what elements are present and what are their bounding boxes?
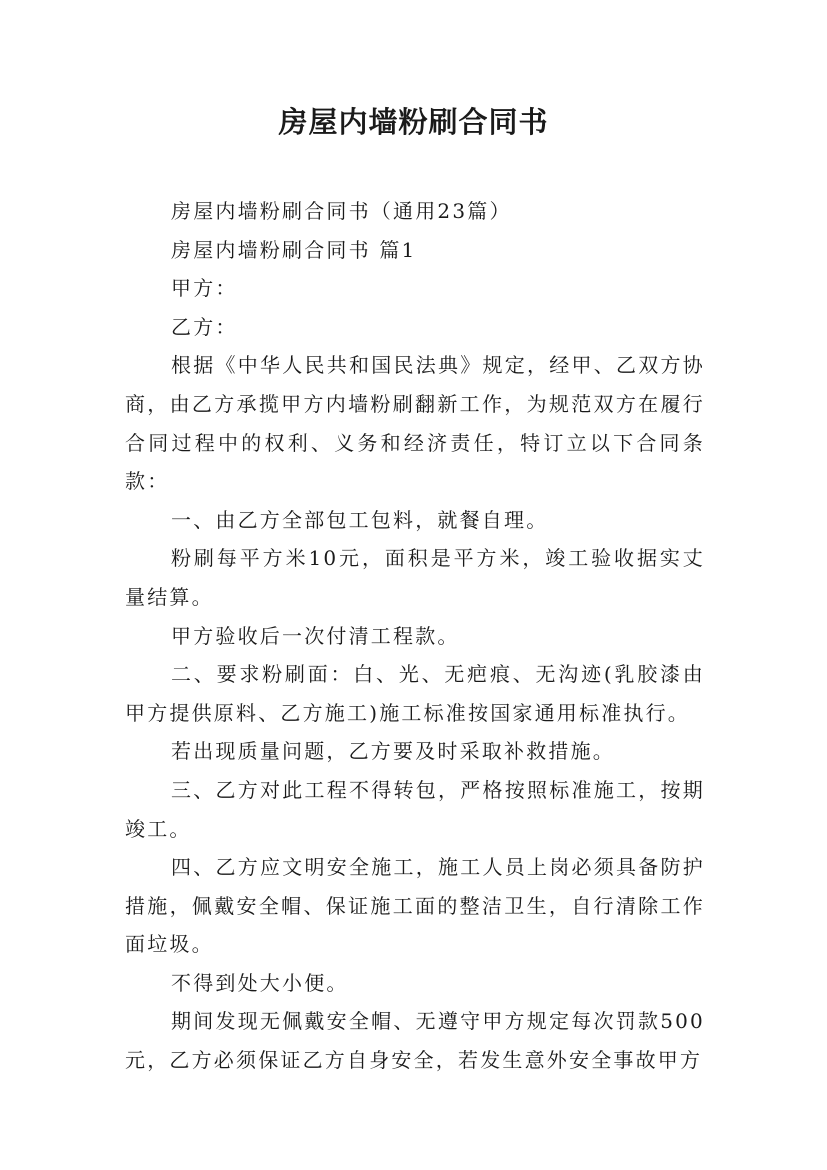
paragraph-subtitle: 房屋内墙粉刷合同书（通用23篇） [171, 199, 512, 223]
paragraph-clause-1: 一、由乙方全部包工包料，就餐自理。 [171, 507, 549, 532]
document-title: 房屋内墙粉刷合同书 [278, 105, 549, 139]
paragraph-party-a: 甲方： [171, 276, 238, 301]
paragraph-preamble: 根据《中华人民共和国民法典》规定，经甲、乙双方协商，由乙方承揽甲方内墙粉刷翻新工作，为规范双方在履行合同过程中的权利、义务和经济责任，特订立以下合同条款： [125, 353, 705, 494]
paragraph-clause-3: 三、乙方对此工程不得转包，严格按照标准施工，按期竣工。 [125, 777, 705, 841]
paragraph-clause-4: 四、乙方应文明安全施工，施工人员上岗必须具备防护措施，佩戴安全帽、保证施工面的整洁卫生，自行清除工作面垃圾。 [125, 855, 705, 957]
paragraph-section-heading: 房屋内墙粉刷合同书 篇1 [171, 237, 417, 262]
paragraph-quality: 若出现质量问题，乙方要及时采取补救措施。 [171, 739, 615, 764]
document-body [125, 192, 705, 1080]
paragraph-clause-2: 二、要求粉刷面：白、光、无疤痕、无沟迹(乳胶漆由甲方提供原料、乙方施工)施工标准按国家通用标准执行。 [125, 662, 705, 725]
paragraph-hygiene: 不得到处大小便。 [171, 970, 349, 995]
paragraph-penalty: 期间发现无佩戴安全帽、无遵守甲方规定每次罚款500元，乙方必须保证乙方自身安全，若发生意外安全事故甲方 [125, 1009, 705, 1073]
paragraph-payment: 甲方验收后一次付清工程款。 [171, 623, 460, 648]
paragraph-party-b: 乙方： [171, 314, 238, 339]
paragraph-price: 粉刷每平方米10元，面积是平方米，竣工验收据实丈量结算。 [125, 546, 705, 609]
